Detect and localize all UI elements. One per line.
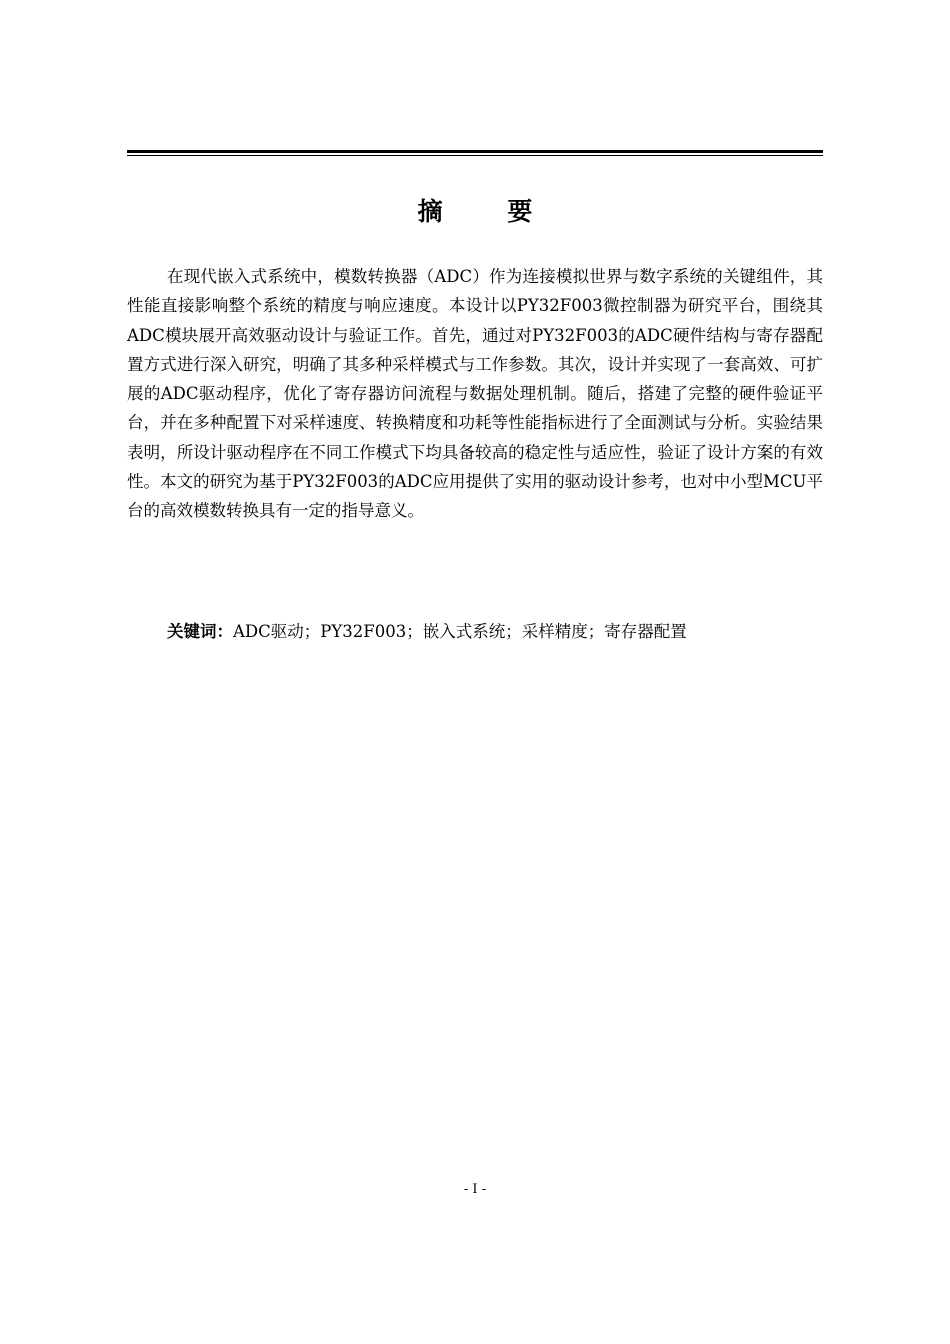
keywords-line bbox=[167, 617, 823, 646]
keywords-label: 关键词： bbox=[167, 622, 233, 641]
header-rule-thin-line bbox=[127, 155, 823, 156]
page-number: - I - bbox=[463, 1182, 487, 1197]
abstract-paragraph: 在现代嵌入式系统中，模数转换器（ADC）作为连接模拟世界与数字系统的关键组件，其性能直接影响整个系统的精度与响应速度。本设计以PY32F003微控制器为研究平台，围绕其ADC模块展开高效驱动设计与验证工作。首先，通过对PY32F003的ADC硬件结构与寄存器配置方式进行深入研究，明确了其多种采样模式与工作参数。其次，设计并实现了一套高效、可扩展的ADC驱动程序，优化了寄存器访问流程与数据处理机制。随后，搭建了完整的硬件验证平台，并在多种配置下对采样速度、转换精度和功耗等性能指标进行了全面测试与分析。实验结果表明，所设计驱动程序在不同工作模式下均具备较高的稳定性与适应性，验证了设计方案的有效性。本文的研究为基于PY32F003的ADC应用提供了实用的驱动设计参考，也对中小型MCU平台的高效模数转换具有一定的指导意义。 bbox=[127, 267, 823, 521]
header-rule-thick-line bbox=[127, 150, 823, 153]
page-title: 摘 要 bbox=[417, 197, 561, 226]
header-rule bbox=[127, 150, 823, 156]
keywords-text: ADC驱动；PY32F003；嵌入式系统；采样精度；寄存器配置 bbox=[233, 622, 687, 641]
